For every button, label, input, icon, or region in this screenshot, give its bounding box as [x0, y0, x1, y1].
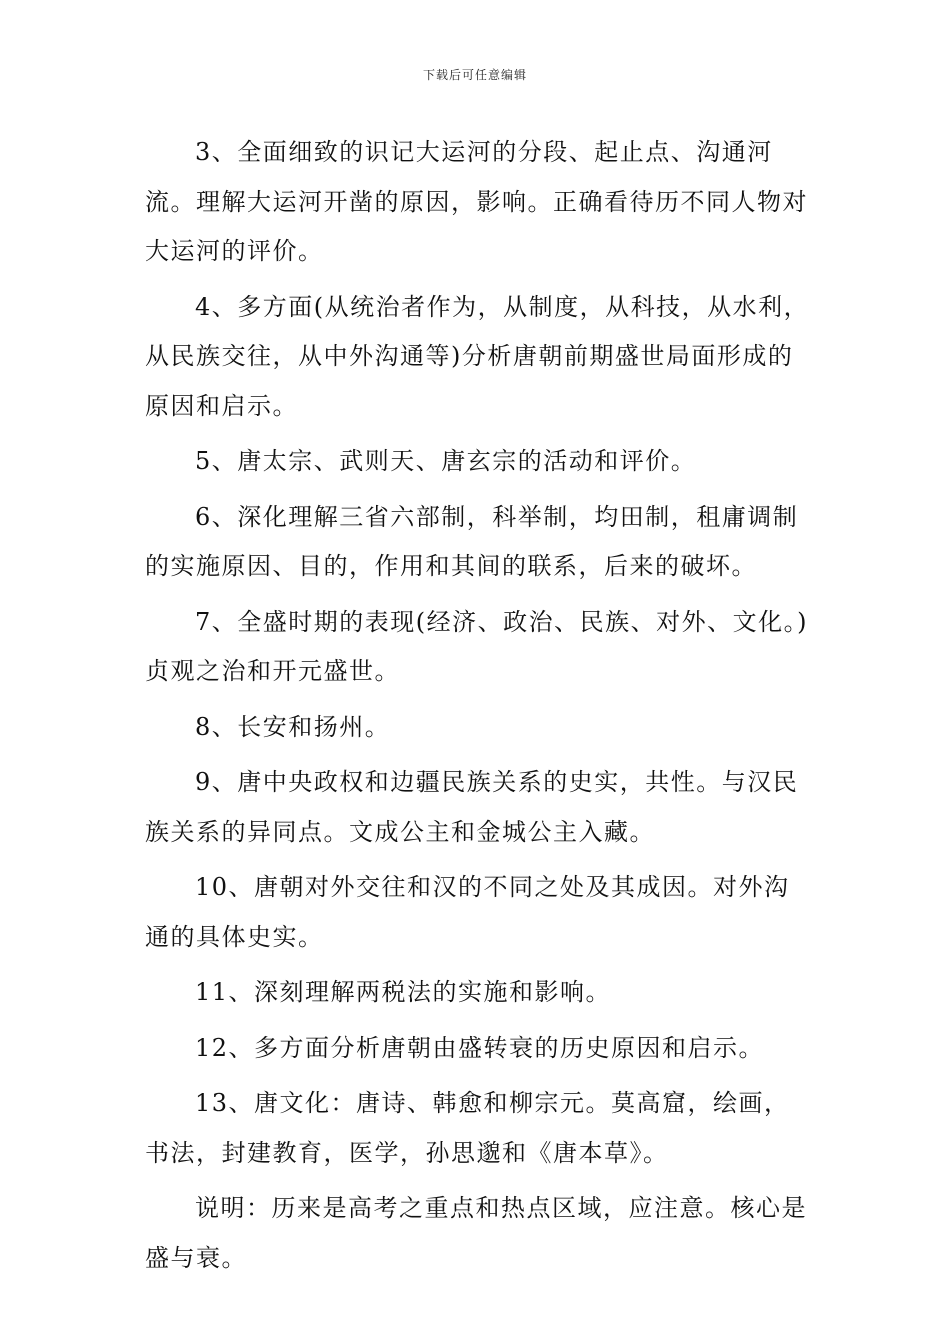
paragraph-9: 11、深刻理解两税法的实施和影响。	[195, 978, 612, 1006]
paragraph-7: 9、唐中央政权和边疆民族关系的史实，共性。与汉民族关系的异同点。文成公主和金城公主入藏。	[145, 768, 799, 846]
paragraph-4: 6、深化理解三省六部制，科举制，均田制，租庸调制的实施原因、目的，作用和其间的联系，后来的破坏。	[145, 502, 799, 580]
paragraph-5: 7、全盛时期的表现(经济、政治、民族、对外、文化。)贞观之治和开元盛世。	[145, 607, 808, 685]
paragraph-1: 3、全面细致的识记大运河的分段、起止点、沟通河流。理解大运河开凿的原因，影响。正确看待历不同人物对大运河的评价。	[145, 138, 808, 265]
paragraph-10: 12、多方面分析唐朝由盛转衰的历史原因和启示。	[195, 1033, 765, 1062]
paragraph-12: 说明：历来是高考之重点和热点区域，应注意。核心是盛与衰。	[145, 1194, 807, 1272]
paragraph-3: 5、唐太宗、武则天、唐玄宗的活动和评价。	[195, 447, 697, 475]
paragraph-2: 4、多方面(从统治者作为，从制度，从科技，从水利，从民族交往，从中外沟通等)分析唐朝前期盛世局面形成的原因和启示。	[145, 292, 810, 420]
paragraph-11: 13、唐文化：唐诗、韩愈和柳宗元。莫高窟，绘画，书法，封建教育，医学，孙思邈和《唐本草》。	[145, 1089, 790, 1167]
document-body	[145, 128, 810, 1289]
paragraph-6: 8、长安和扬州。	[195, 712, 391, 741]
paragraph-8: 10、唐朝对外交往和汉的不同之处及其成因。对外沟通的具体史实。	[145, 873, 790, 951]
header-note: 下载后可任意编辑	[422, 68, 527, 82]
